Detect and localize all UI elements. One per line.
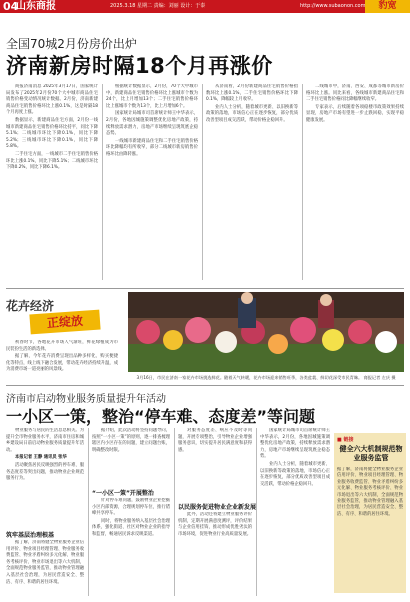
paragraph: 初春时节，各地花卉市场人气渐旺，鲜花绿植成为市民装扮生活的新选择。 xyxy=(6,340,118,352)
column-divider xyxy=(88,428,89,596)
second-story-column-1b xyxy=(6,540,84,596)
issue-info: 2025.3.18 星期二 责编：刘丽 设计：于泰 xyxy=(110,3,206,9)
page-number: 04 xyxy=(3,0,19,13)
paragraph: 根据统计数据显示，2月份，70个大中城市中，新建商品住宅销售价格环比上涨城市个数为24个，比上月增加13个；二手住宅销售价格环比上涨城市个数为13个，比上月增加6个。 xyxy=(106,84,198,109)
flower-market-photo xyxy=(128,292,404,372)
sidebar-link-box xyxy=(334,433,406,593)
paragraph: 专家表示，后续随着各项稳楼市政策效果持续显现，房地产市场有望进一步止跌回稳，实现平稳健康发展。 xyxy=(306,104,404,123)
second-story-column-4 xyxy=(260,428,330,596)
second-story-column-3b xyxy=(178,512,252,596)
paragraph: 据了解，济南将健全物业服务企业信用评价、物业项目经理管理、物业服务收费监管、物业矛盾纠纷多元化解、物业服务考核评价、物业市场退出等六大机制，全面规范物业服务监管，推动物业管理融入基层社会治理，为居民营造安全、整洁、有序、和谐的居住环境。 xyxy=(6,540,84,585)
paragraph: 国家统计局城市司首席统计师王中华表示，2月份，各地因城施策调整优化房地产政策，持续释放需求潜力，房地产市场继续呈现筑底企稳态势。 xyxy=(106,111,198,137)
byline: 本报记者 王静 通讯员 张华 xyxy=(15,455,67,461)
paragraph: 业内人士分析，随着城市更新、以旧换新等政策的落地，市场信心正在逐步恢复，部分优质改善型项目成交活跃，带动价格企稳回升。 xyxy=(260,461,330,487)
column-divider xyxy=(256,428,257,596)
section-divider xyxy=(6,288,404,289)
paragraph: 活动聚焦居民反映强烈的停车难、服务态度差等突出问题，推动物业企业规范服务行为。 xyxy=(6,462,84,482)
column-divider xyxy=(202,84,203,280)
column-divider xyxy=(302,84,303,280)
photo-caption: 3月16日，市民在济南一家花卉市场挑选鲜花。随着天气转暖，花卉市场迎来销售旺季，各类盆栽、鲜切花深受市民青睐。 商报记者 左庆 摄 xyxy=(136,375,396,380)
lead-story-column-3 xyxy=(206,84,298,280)
second-story-column-2b xyxy=(92,498,170,596)
paragraph: 二线城市中，济南、西安、成都等城市新房价格环比上涨。同比来看，各线城市新建商品住宅和二手住宅销售价格同比降幅继续收窄。 xyxy=(306,84,404,103)
lead-story-kicker: 全国70城2月份房价出炉 xyxy=(6,37,137,51)
paragraph: 针对停车难问题，鼓励物业企业挖掘小区内部资源，合理规划停车位，推行错峰共享停车。 xyxy=(92,498,170,517)
paragraph: 对服务态度差、响应不及时等问题，开展专项整治，引导物业企业增强服务意识，切实提升居民满意度和获得感。 xyxy=(178,428,252,453)
column-divider xyxy=(174,428,175,596)
lead-story-column-2 xyxy=(106,84,198,280)
paragraph: 此外，活动还将建立物业服务评价机制，定期开展满意度测评，评价结果与企业信用挂钩，推动形成优胜劣汰的市场环境，促进物业行业高质量发展。 xyxy=(178,512,252,537)
brand-logo: 豹宽 xyxy=(365,0,410,13)
column-divider xyxy=(102,84,103,280)
section-name: 山东商报 xyxy=(16,1,56,12)
sidebar-body: 据了解，济南将健全物业服务企业信用评价、物业项目经理管理、物业服务收费监管、物业矛盾纠纷多元化解、物业服务考核评价、物业市场退出等六大机制，全面规范物业服务监管，推动物业管理融入基层社会治理，为居民营造安全、整洁、有序、和谐的居住环境。 xyxy=(337,467,403,517)
second-story-column-1 xyxy=(6,428,84,528)
second-story-column-2 xyxy=(92,428,170,484)
feature-text xyxy=(6,340,118,380)
paragraph: 业内人士分析，随着城市更新、以旧换新等政策的落地，市场信心正在逐步恢复，部分优质改善型项目成交活跃，带动价格企稳回升。 xyxy=(206,104,298,123)
page-masthead xyxy=(0,0,410,13)
paragraph: 数据显示，新建商品住宅方面，2月份一线城市新建商品住宅销售价格环比持平，同比下降5.1%；二线城市环比下降0.1%，同比下降5.2%；三线城市环比下降0.1%，同比下降5.8%。 xyxy=(6,117,98,150)
feature-title: 花卉经济 xyxy=(6,299,55,313)
paragraph: 物业服务与居民的生活息息相关。为提升全市物业服务水平，济南市住房和城乡建设局日前启动物业服务质量提升年活动。 xyxy=(6,428,84,453)
paragraph: 从济南看，2月份新建商品住宅销售价格指数环比上涨0.1%，二手住宅销售价格环比下降0.1%，降幅较上月收窄。 xyxy=(206,84,298,103)
paragraph: 商报济南消息 2025年3月17日，国家统计局发布了2025年2月份70个大中城市商品住宅销售价格变动情况统计数据。2月份，济南新建商品住宅销售价格环比上涨0.1%，这是时隔18个月再度上涨。 xyxy=(6,84,98,116)
subheading: 筑牢基层治理根基 xyxy=(6,532,55,539)
flower-market-illustration xyxy=(128,292,404,372)
second-story-kicker: 济南市启动物业服务质量提升年活动 xyxy=(6,394,166,405)
paragraph: 国家统计局城市司首席统计师王中华表示，2月份，各地因城施策调整优化房地产政策，持续释放需求潜力，房地产市场继续呈现筑底企稳态势。 xyxy=(260,428,330,460)
subheading: “一小区一策”开展整治 xyxy=(92,490,154,497)
sidebar-tag: ■ 链接 xyxy=(337,437,354,443)
paragraph: 据介绍，此次活动将坚持问题导向，按照“一小区一策”的原则，逐一排查梳理辖区内小区存在的问题，建立问题台账，明确整改时限。 xyxy=(92,428,170,453)
website-url: http://www.subaonon.com xyxy=(300,3,366,9)
second-story-column-3 xyxy=(178,428,252,498)
paragraph: 同时，将物业服务纳入基层社会治理体系，强化街道、社区对物业企业的指导和监督，畅通居民诉求反映渠道。 xyxy=(92,518,170,537)
second-story-headline: 一小区一策，整治“停车难、态度差”等问题 xyxy=(6,407,316,426)
lead-story-column-4 xyxy=(306,84,404,280)
sidebar-title: 健全六大机制规范物业服务监管 xyxy=(339,445,403,462)
paragraph: 一线城市新建商品住宅和二手住宅销售价格环比降幅均有所收窄，部分二线城市新房销售价格环比由降转涨。 xyxy=(106,138,198,157)
subheading: 以民服务促进物业企业新发展 xyxy=(178,504,257,511)
paragraph: 二手住宅方面，一线城市二手住宅销售价格环比上涨0.1%，同比下降5.1%；二线城市环比下降0.2%，同比下降6.1%。 xyxy=(6,151,98,171)
feature-stamp: 正绽放 xyxy=(29,310,100,335)
section-divider xyxy=(6,385,404,386)
lead-story-headline: 济南新房时隔18个月再涨价 xyxy=(6,54,273,78)
paragraph: 据了解，今年花卉消费呈现出品种多样化、购买便捷化等特点，线上线下融合发展，带动花卉经济持续升温，成为消费市场一道亮丽的风景线。 xyxy=(6,354,118,373)
lead-story-column-1 xyxy=(6,84,98,280)
